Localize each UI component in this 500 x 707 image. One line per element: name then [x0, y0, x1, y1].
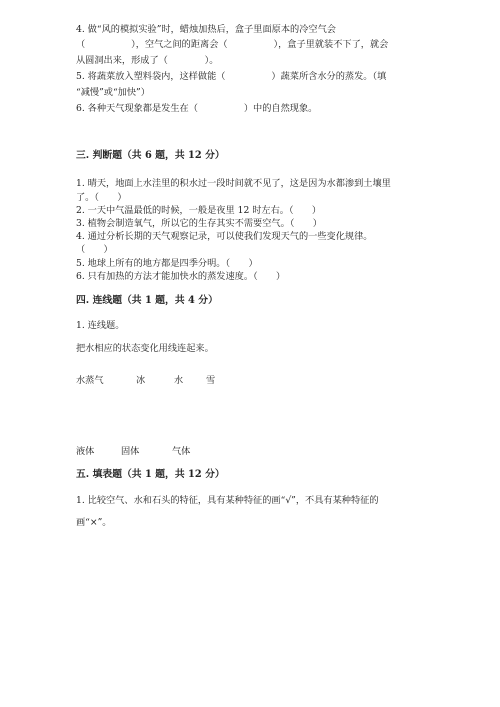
match-word-snow: 雪: [206, 375, 216, 386]
table-q-line-2: 画“×”。: [76, 517, 112, 528]
match-word-vapor: 水蒸气: [76, 375, 104, 386]
match-word-gas: 气体: [172, 446, 191, 457]
section-5-heading: 五. 填表题（共 1 题，共 12 分）: [76, 469, 225, 480]
judge-line-6: （ ）: [76, 244, 113, 255]
judge-line-7: 5. 地球上所有的地方都是四季分明。（ ）: [76, 258, 258, 269]
judge-line-4: 3. 植物会制造氧气，所以它的生存其实不需要空气。（ ）: [76, 218, 322, 229]
q4-line-3: 从圆洞出来，形成了（ ）。: [76, 55, 219, 66]
table-q-line-1: 1. 比较空气、水和石头的特征，具有某种特征的画“√”，不具有某种特征的: [76, 495, 379, 506]
section-3-heading: 三. 判断题（共 6 题，共 12 分）: [76, 150, 225, 161]
match-word-solid: 固体: [121, 446, 140, 457]
question-6: 6. 各种天气现象都是发生在（ ）中的自然现象。: [76, 103, 318, 114]
section-4-heading: 四. 连线题（共 1 题，共 4 分）: [76, 295, 218, 306]
match-word-ice: 冰: [136, 375, 146, 386]
q4-line-1: 4. 做“风的模拟实验”时，蜡烛加热后，盒子里面原本的冷空气会: [76, 24, 336, 35]
judge-line-5: 4. 通过分析长期的天气观察记录，可以使我们发现天气的一些变化规律。: [76, 231, 373, 242]
match-word-liquid: 液体: [76, 446, 95, 457]
judge-line-3: 2. 一天中气温最低的时候，一般是夜里 12 时左右。（ ）: [76, 205, 322, 216]
section-4-instruction: 把水相应的状态变化用线连起来。: [76, 343, 214, 354]
q5-line-1: 5. 将蔬菜放入塑料袋内，这样做能（ ）蔬菜所含水分的蒸发。（填: [76, 71, 387, 82]
q4-line-2: （ ），空气之间的距离会（ ），盒子里就装不下了，就会: [76, 39, 389, 50]
judge-line-2: 了。（ ）: [76, 192, 127, 203]
judge-line-1: 1. 晴天，地面上水洼里的积水过一段时间就不见了，这是因为水都渗到土壤里: [76, 178, 391, 189]
section-4-question: 1. 连线题。: [76, 320, 125, 331]
q5-line-2: “减慢”或“加快”）: [76, 87, 150, 98]
match-word-water: 水: [174, 375, 184, 386]
judge-line-8: 6. 只有加热的方法才能加快水的蒸发速度。（ ）: [76, 271, 286, 282]
